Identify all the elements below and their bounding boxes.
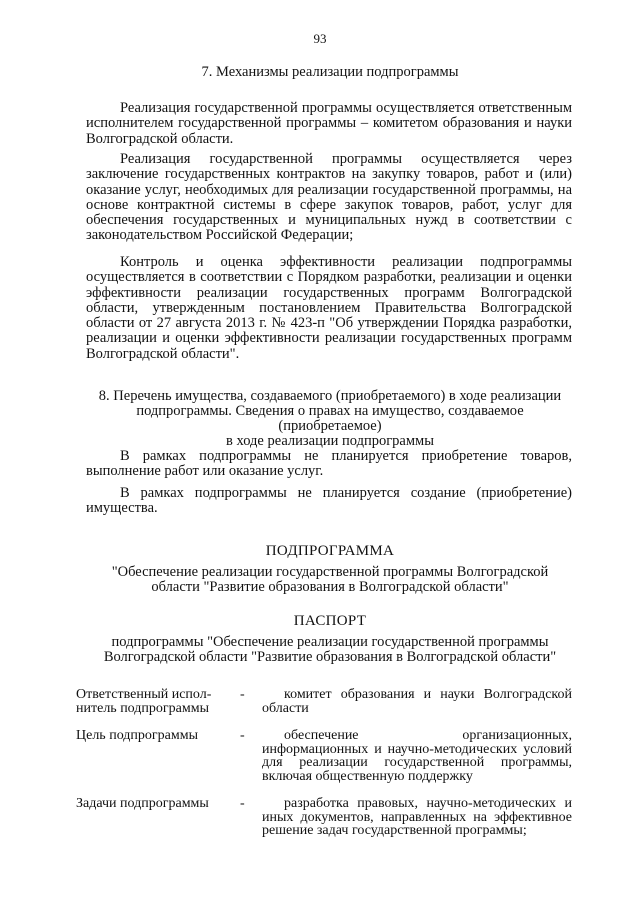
subprogram-name-line-1: "Обеспечение реализации государственной программы Волгоградской <box>111 564 549 580</box>
section-8-title-line-3: в ходе реализации подпрограммы <box>226 433 434 449</box>
section-7-paragraph-1: Реализация государственной программы осуществляется ответственным исполнителем государственной программы – комитетом образования и науки Волгоградской области. <box>86 100 572 147</box>
passport-row-1-label-line-2: нитель подпрограммы <box>76 701 209 716</box>
passport-row-2-label-line-1: Цель подпрограммы <box>76 728 198 743</box>
passport-row-2-label <box>76 729 236 743</box>
subprogram-heading: ПОДПРОГРАММА <box>265 543 395 559</box>
section-7-paragraph-2: Реализация государственной программы осуществляется через заключение государственных контрактов на закупку товаров, работ и (или) оказание услуг, необходимых для реализации государственной программы, на основе контрактной системы в сфере закупок товаров, работ, услуг для обеспечения государственных и муниципальных нужд в соответствии с законодательством Российской Федерации; <box>86 151 572 244</box>
passport-subtitle <box>86 635 574 665</box>
section-7-paragraph-3: Контроль и оценка эффективности реализации подпрограммы осуществляется в соответствии с Порядком разработки, реализации и оценки эффективности реализации государственных программ Волгоградской области, утвержденным постановлением Правительства Волгоградской области от 27 августа 2013 г. № 423-п "Об утверждении Порядка разработки, реализации и оценки эффективности реализации государственных программ Волгоградской области". <box>86 254 572 362</box>
passport-row-3-label <box>76 797 236 811</box>
section-7-title: 7. Механизмы реализации подпрограммы <box>201 64 459 80</box>
page-number: 93 <box>313 31 327 46</box>
passport-row-1-label <box>76 688 236 716</box>
passport-row-3-dash: - <box>240 796 245 811</box>
passport-row-2-value: обеспечение организационных, информационных и научно-методических условий для реализации государственной программы, включая общественную поддержку <box>262 728 572 784</box>
passport-row-1-value: комитет образования и науки Волгоградской области <box>262 687 572 716</box>
section-8-title <box>86 389 574 449</box>
subprogram-name-line-2: области "Развитие образования в Волгоградской области" <box>151 579 509 595</box>
passport-row-1-label-line-1: Ответственный испол- <box>76 687 212 702</box>
subprogram-name <box>86 565 574 595</box>
section-8-paragraph-1: В рамках подпрограммы не планируется приобретение товаров, выполнение работ или оказание услуг. <box>86 448 572 480</box>
section-8-paragraph-2: В рамках подпрограммы не планируется создание (приобретение) имущества. <box>86 485 572 517</box>
passport-row-1-dash: - <box>240 687 245 702</box>
passport-row-2-dash: - <box>240 728 245 743</box>
section-8-title-line-1: 8. Перечень имущества, создаваемого (приобретаемого) в ходе реализации <box>98 388 562 404</box>
passport-subtitle-line-1: подпрограммы "Обеспечение реализации государственной программы <box>111 634 549 650</box>
passport-row-3-value: разработка правовых, научно-методических и иных документов, направленных на эффективное решение задач государственной программы; <box>262 796 572 839</box>
passport-row-3-label-line-1: Задачи подпрограммы <box>76 796 209 811</box>
passport-subtitle-line-2: Волгоградской области "Развитие образования в Волгоградской области" <box>103 649 557 665</box>
section-8-title-line-2: подпрограммы. Сведения о правах на имущество, создаваемое (приобретаемое) <box>136 403 524 434</box>
passport-heading: ПАСПОРТ <box>293 613 367 629</box>
